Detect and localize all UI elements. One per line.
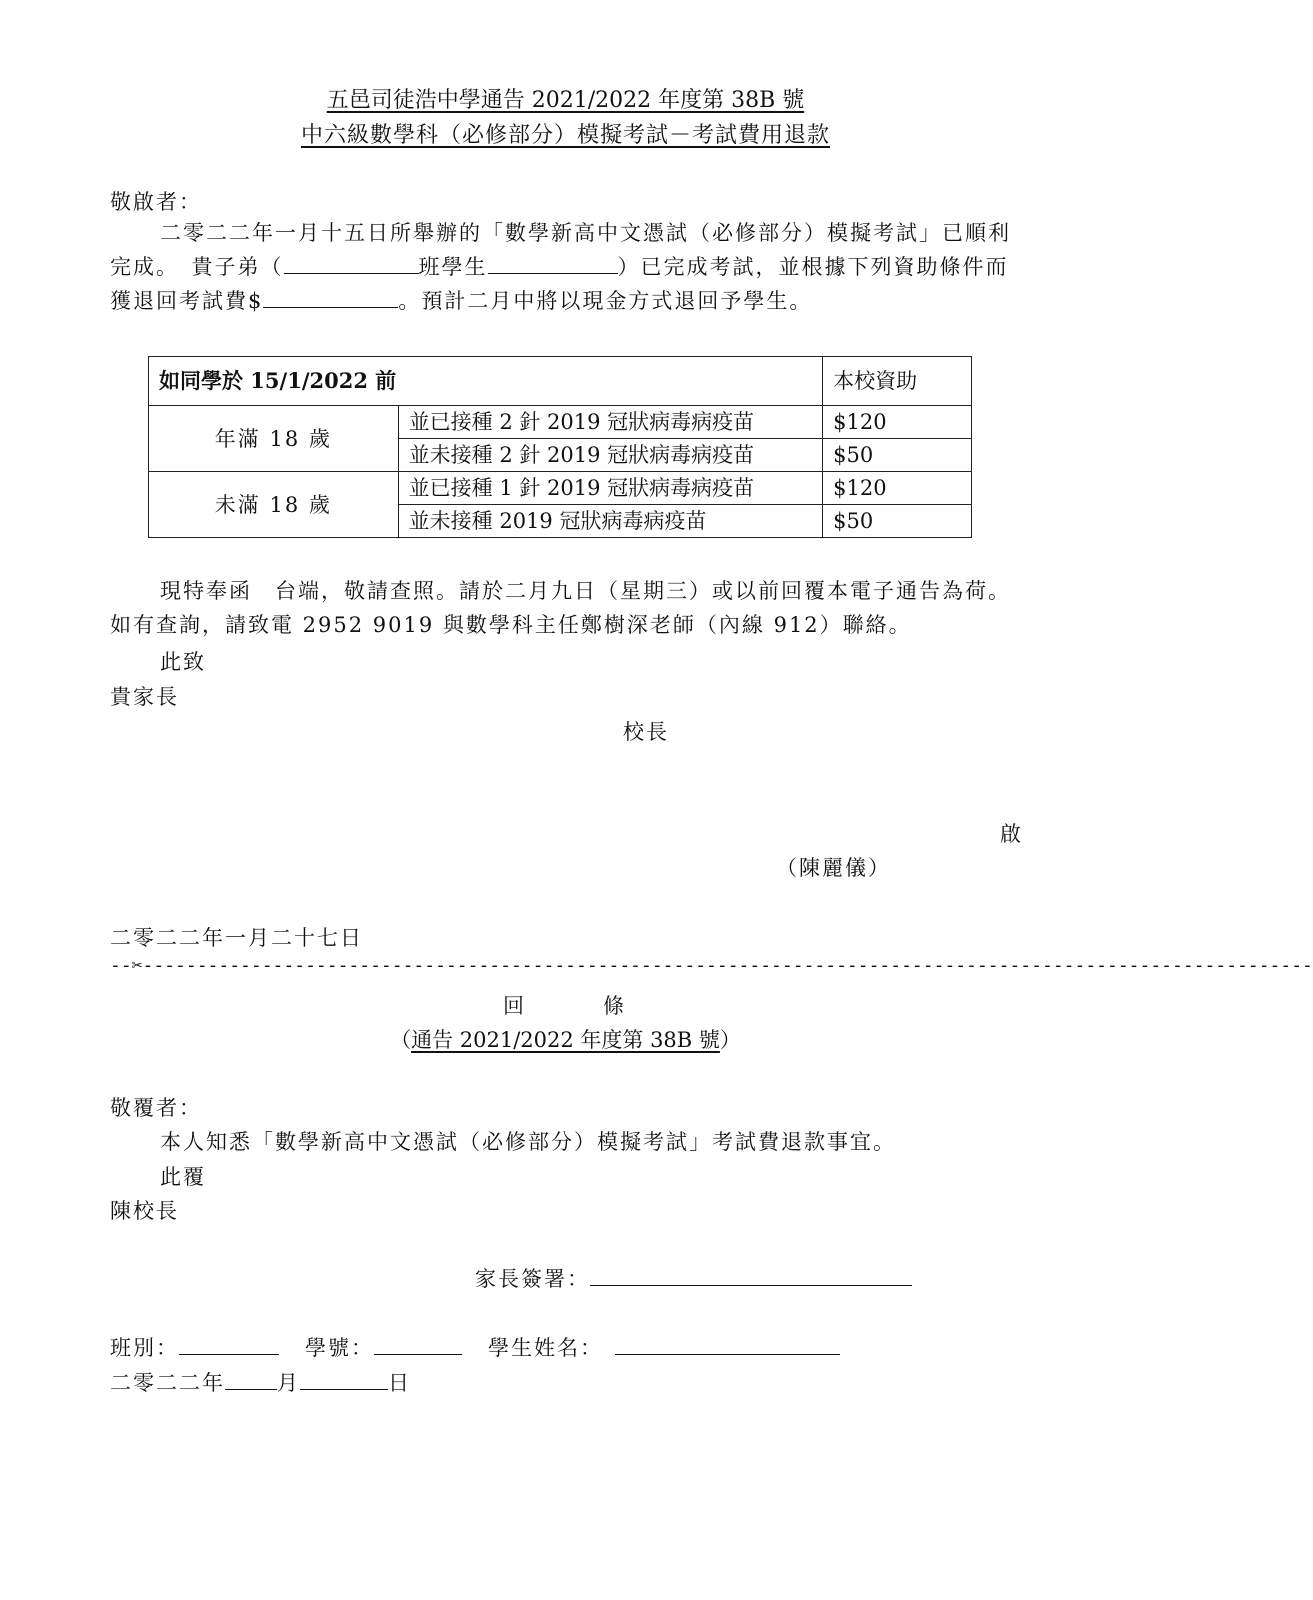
month-field[interactable] bbox=[225, 1371, 277, 1390]
closing: 此致 bbox=[160, 650, 206, 674]
scissors-icon: --✂------------------------------------------------------------------------------------------------------------ bbox=[110, 955, 1313, 976]
signature-label: 家長簽署： bbox=[475, 1267, 590, 1291]
notice-title: 五邑司徒浩中學通告 2021/2022 年度第 38B 號 bbox=[326, 88, 805, 113]
header-aid: 本校資助 bbox=[823, 357, 972, 406]
notice-subtitle: 中六級數學科（必修部分）模擬考試－考試費用退款 bbox=[300, 123, 830, 148]
date-day-label: 日 bbox=[388, 1371, 411, 1395]
reply-subtitle-text: 通告 2021/2022 年度第 38B 號 bbox=[411, 1028, 720, 1052]
signature-row bbox=[475, 1263, 912, 1293]
condition-cell: 並已接種 2 針 2019 冠狀病毒病疫苗 bbox=[398, 406, 822, 439]
student-info-row bbox=[110, 1332, 840, 1362]
subsidy-table bbox=[148, 356, 972, 538]
amount-cell: $120 bbox=[823, 406, 972, 439]
student-name-field[interactable] bbox=[615, 1336, 840, 1355]
reply-title: 回 條 bbox=[503, 994, 628, 1018]
condition-cell: 並未接種 2019 冠狀病毒病疫苗 bbox=[398, 505, 822, 538]
date-month-label: 月 bbox=[277, 1371, 300, 1395]
table-row bbox=[149, 472, 972, 505]
salutation: 敬啟者： bbox=[110, 190, 202, 214]
class-label: 班別： bbox=[110, 1336, 179, 1360]
principal-name: （陳麗儀） bbox=[776, 856, 891, 880]
para2-text: 現特奉函 台端，敬請查照。請於二月九日（星期三）或以前回覆本電子通告為荷。如有查詢，請致電 2952 9019 與數學科主任鄭樹深老師（內線 912）聯絡。 bbox=[110, 579, 1011, 637]
table-header-row bbox=[149, 357, 972, 406]
recipient: 貴家長 bbox=[110, 685, 179, 709]
paragraph-2 bbox=[110, 574, 1025, 642]
para1-text-d: 。預計二月中將以現金方式退回予學生。 bbox=[398, 289, 813, 313]
amount-cell: $50 bbox=[823, 505, 972, 538]
header-condition: 如同學於 15/1/2022 前 bbox=[149, 357, 823, 406]
reply-recipient: 陳校長 bbox=[110, 1199, 179, 1223]
condition-cell: 並未接種 2 針 2019 冠狀病毒病疫苗 bbox=[398, 439, 822, 472]
amount-cell: $120 bbox=[823, 472, 972, 505]
table-row bbox=[149, 406, 972, 439]
amount-cell: $50 bbox=[823, 439, 972, 472]
para1-text-c: ）已完成考試，並根據下列資助條件而獲退回考試費$ bbox=[110, 255, 1009, 313]
paragraph-1 bbox=[110, 216, 1025, 318]
reply-subtitle-close: ） bbox=[719, 1028, 741, 1052]
class-blank[interactable] bbox=[284, 255, 419, 274]
reply-subtitle bbox=[0, 1024, 1131, 1054]
reply-salutation: 敬覆者： bbox=[110, 1096, 202, 1120]
reply-closing: 此覆 bbox=[160, 1165, 206, 1189]
class-field[interactable] bbox=[179, 1336, 279, 1355]
condition-cell: 並已接種 1 針 2019 冠狀病毒病疫苗 bbox=[398, 472, 822, 505]
date-prefix: 二零二二年 bbox=[110, 1371, 225, 1395]
para1-text-a: 二零二二年一月十五日所舉辦的「數學新高中文憑試（必修部分）模擬考試」已順利完成。 貴子弟（ bbox=[110, 221, 1011, 279]
group-label: 年滿 18 歲 bbox=[149, 406, 399, 472]
para1-text-b: 班學生 bbox=[418, 255, 488, 279]
refund-amount-blank[interactable] bbox=[263, 289, 398, 308]
reply-body: 本人知悉「數學新高中文憑試（必修部分）模擬考試」考試費退款事宜。 bbox=[160, 1130, 896, 1154]
signature-field[interactable] bbox=[590, 1267, 912, 1286]
student-blank[interactable] bbox=[488, 255, 618, 274]
sender-title: 校長 bbox=[623, 720, 669, 744]
letter-date: 二零二二年一月二十七日 bbox=[110, 926, 363, 950]
name-label: 學生姓名： bbox=[488, 1336, 603, 1360]
number-label: 學號： bbox=[305, 1336, 374, 1360]
reply-date-row bbox=[110, 1367, 411, 1397]
cut-line bbox=[110, 955, 1313, 977]
number-field[interactable] bbox=[374, 1336, 462, 1355]
reply-subtitle-open: （ bbox=[390, 1028, 412, 1052]
qi-mark: 啟 bbox=[1000, 822, 1021, 846]
group-label: 未滿 18 歲 bbox=[149, 472, 399, 538]
day-field[interactable] bbox=[300, 1371, 388, 1390]
